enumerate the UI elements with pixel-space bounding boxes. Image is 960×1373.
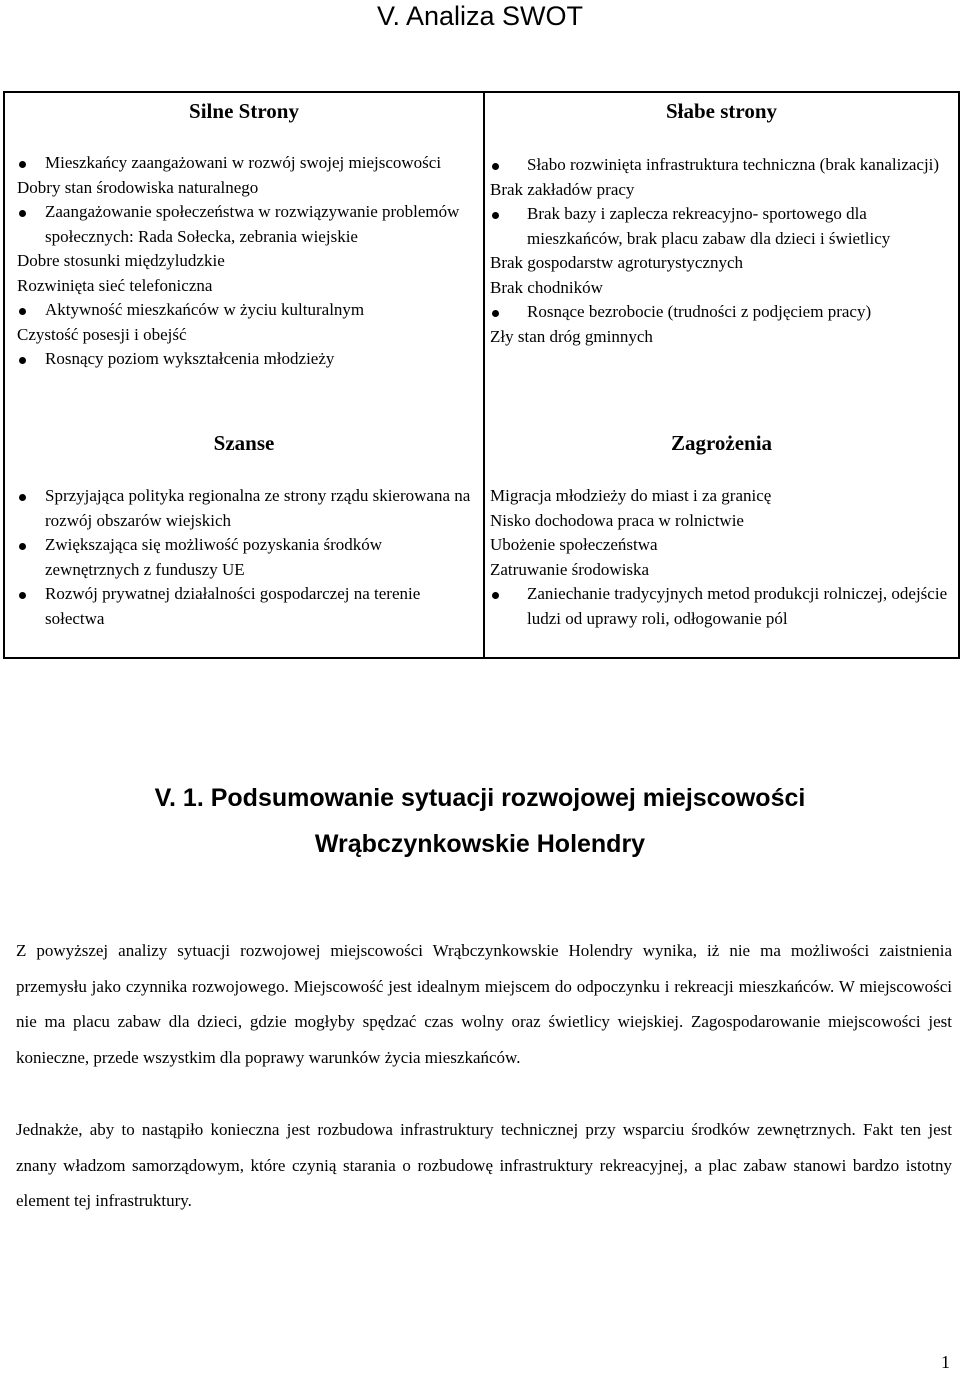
swot-item <box>490 582 954 631</box>
swot-item-text: Ubożenie społeczeństwa <box>490 535 658 554</box>
swot-item-text: Zły stan dróg gminnych <box>490 326 653 346</box>
swot-item-text: Czystość posesji i obejść <box>17 324 187 344</box>
bullet-icon <box>19 357 26 364</box>
threats-heading: Zagrożenia <box>670 431 773 455</box>
swot-item <box>17 323 472 348</box>
swot-item-text: Słabo rozwinięta infrastruktura techniczna (brak kanalizacji) <box>527 155 940 174</box>
swot-item-text: Zwiększająca się możliwość pozyskania środków zewnętrznych z funduszy UE <box>45 535 383 579</box>
bullet-icon <box>19 161 26 168</box>
swot-item <box>17 347 472 372</box>
summary-title: V. 1. Podsumowanie sytuacji rozwojowej miejscowości <box>154 784 806 812</box>
swot-item-text: Aktywność mieszkańców w życiu kulturalnym <box>45 300 365 319</box>
swot-item <box>17 200 472 249</box>
summary-subtitle: Wrąbczynkowskie Holendry <box>314 830 646 858</box>
swot-item <box>17 274 472 299</box>
swot-item-text: Dobry stan środowiska naturalnego <box>17 177 259 197</box>
page-title: V. Analiza SWOT <box>376 1 584 31</box>
threats-list <box>490 484 954 631</box>
swot-item <box>490 178 954 203</box>
bullet-icon <box>19 308 26 315</box>
swot-item-text: Brak zakładów pracy <box>490 179 635 199</box>
bullet-icon <box>19 543 26 550</box>
swot-item <box>490 300 954 325</box>
swot-item-text: Mieszkańcy zaangażowani w rozwój swojej miejscowości <box>45 153 442 172</box>
weaknesses-heading: Słabe strony <box>665 99 778 123</box>
swot-item-text: Migracja młodzieży do miast i za granicę <box>490 486 772 505</box>
swot-item <box>490 533 954 558</box>
opportunities-heading: Szanse <box>213 431 275 455</box>
swot-item-text: Rosnący poziom wykształcenia młodzieży <box>45 349 335 368</box>
swot-item <box>17 176 472 201</box>
swot-column-divider <box>483 93 485 657</box>
swot-item-text: Brak bazy i zaplecza rekreacyjno- sportowego dla mieszkańców, brak placu zabaw dla dzieci i świetlicy <box>527 204 891 248</box>
swot-item <box>490 325 954 350</box>
swot-item <box>490 202 954 251</box>
swot-item <box>17 298 472 323</box>
swot-item-text: Zaangażowanie społeczeństwa w rozwiązywanie problemów społecznych: Rada Sołecka, zebrania wiejskie <box>45 202 460 246</box>
swot-item <box>490 251 954 276</box>
swot-item <box>490 484 954 509</box>
swot-item <box>17 484 472 533</box>
swot-item-text: Zatruwanie środowiska <box>490 559 650 579</box>
swot-item-text: Sprzyjająca polityka regionalna ze strony rządu skierowana na rozwój obszarów wiejskich <box>45 486 471 530</box>
bullet-icon <box>19 494 26 501</box>
bullet-icon <box>492 163 499 170</box>
swot-item <box>490 276 954 301</box>
swot-item-text: Rozwinięta sieć telefoniczna <box>17 275 213 295</box>
swot-item-text: Dobre stosunki międzyludzkie <box>17 251 225 270</box>
swot-item-text: Rosnące bezrobocie (trudności z podjęciem pracy) <box>527 302 872 321</box>
summary-paragraph: Z powyższej analizy sytuacji rozwojowej miejscowości Wrąbczynkowskie Holendry wynika, iż nie ma możliwości zaistnienia przemysłu jako czynnika rozwojowego. Miejscowość jest idealnym miejscem do odpoczynku i rekreacji mieszkańców. W miejscowości nie ma placu zabaw dla dzieci, gdzie mogłyby spędzać czas wolny oraz świetlicy wiejskiej. Zagospodarowanie miejscowości jest konieczne, przede wszystkim dla poprawy warunków życia mieszkańców. <box>16 941 952 1067</box>
swot-item-text: Brak gospodarstw agroturystycznych <box>490 253 744 272</box>
swot-item-text: Brak chodników <box>490 277 603 297</box>
bullet-icon <box>492 212 499 219</box>
swot-item <box>17 249 472 274</box>
bullet-icon <box>19 592 26 599</box>
swot-item <box>17 582 472 631</box>
opportunities-list <box>17 484 472 631</box>
bullet-icon <box>492 592 499 599</box>
bullet-icon <box>19 210 26 217</box>
swot-item <box>490 558 954 583</box>
strengths-list <box>17 151 472 372</box>
swot-item-text: Zaniechanie tradycyjnych metod produkcji rolniczej, odejście ludzi od uprawy roli, odłogowanie pól <box>527 584 948 628</box>
swot-item <box>490 153 954 178</box>
swot-item <box>17 533 472 582</box>
summary-paragraph: Jednakże, aby to nastąpiło konieczna jest rozbudowa infrastruktury technicznej przy wsparciu środków zewnętrznych. Fakt ten jest znany władzom samorządowym, które czynią starania o rozbudowę infrastruktury rekreacyjnej, a plac zabaw stanowi bardzo istotny element tej infrastruktury. <box>16 1120 952 1210</box>
swot-table <box>3 91 960 659</box>
weaknesses-list <box>490 153 954 349</box>
swot-item-text: Nisko dochodowa praca w rolnictwie <box>490 510 744 530</box>
swot-item-text: Rozwój prywatnej działalności gospodarczej na terenie sołectwa <box>45 584 421 628</box>
strengths-heading: Silne Strony <box>189 99 299 123</box>
page-number: 1 <box>941 1352 950 1372</box>
bullet-icon <box>492 310 499 317</box>
swot-item <box>17 151 472 176</box>
swot-item <box>490 509 954 534</box>
